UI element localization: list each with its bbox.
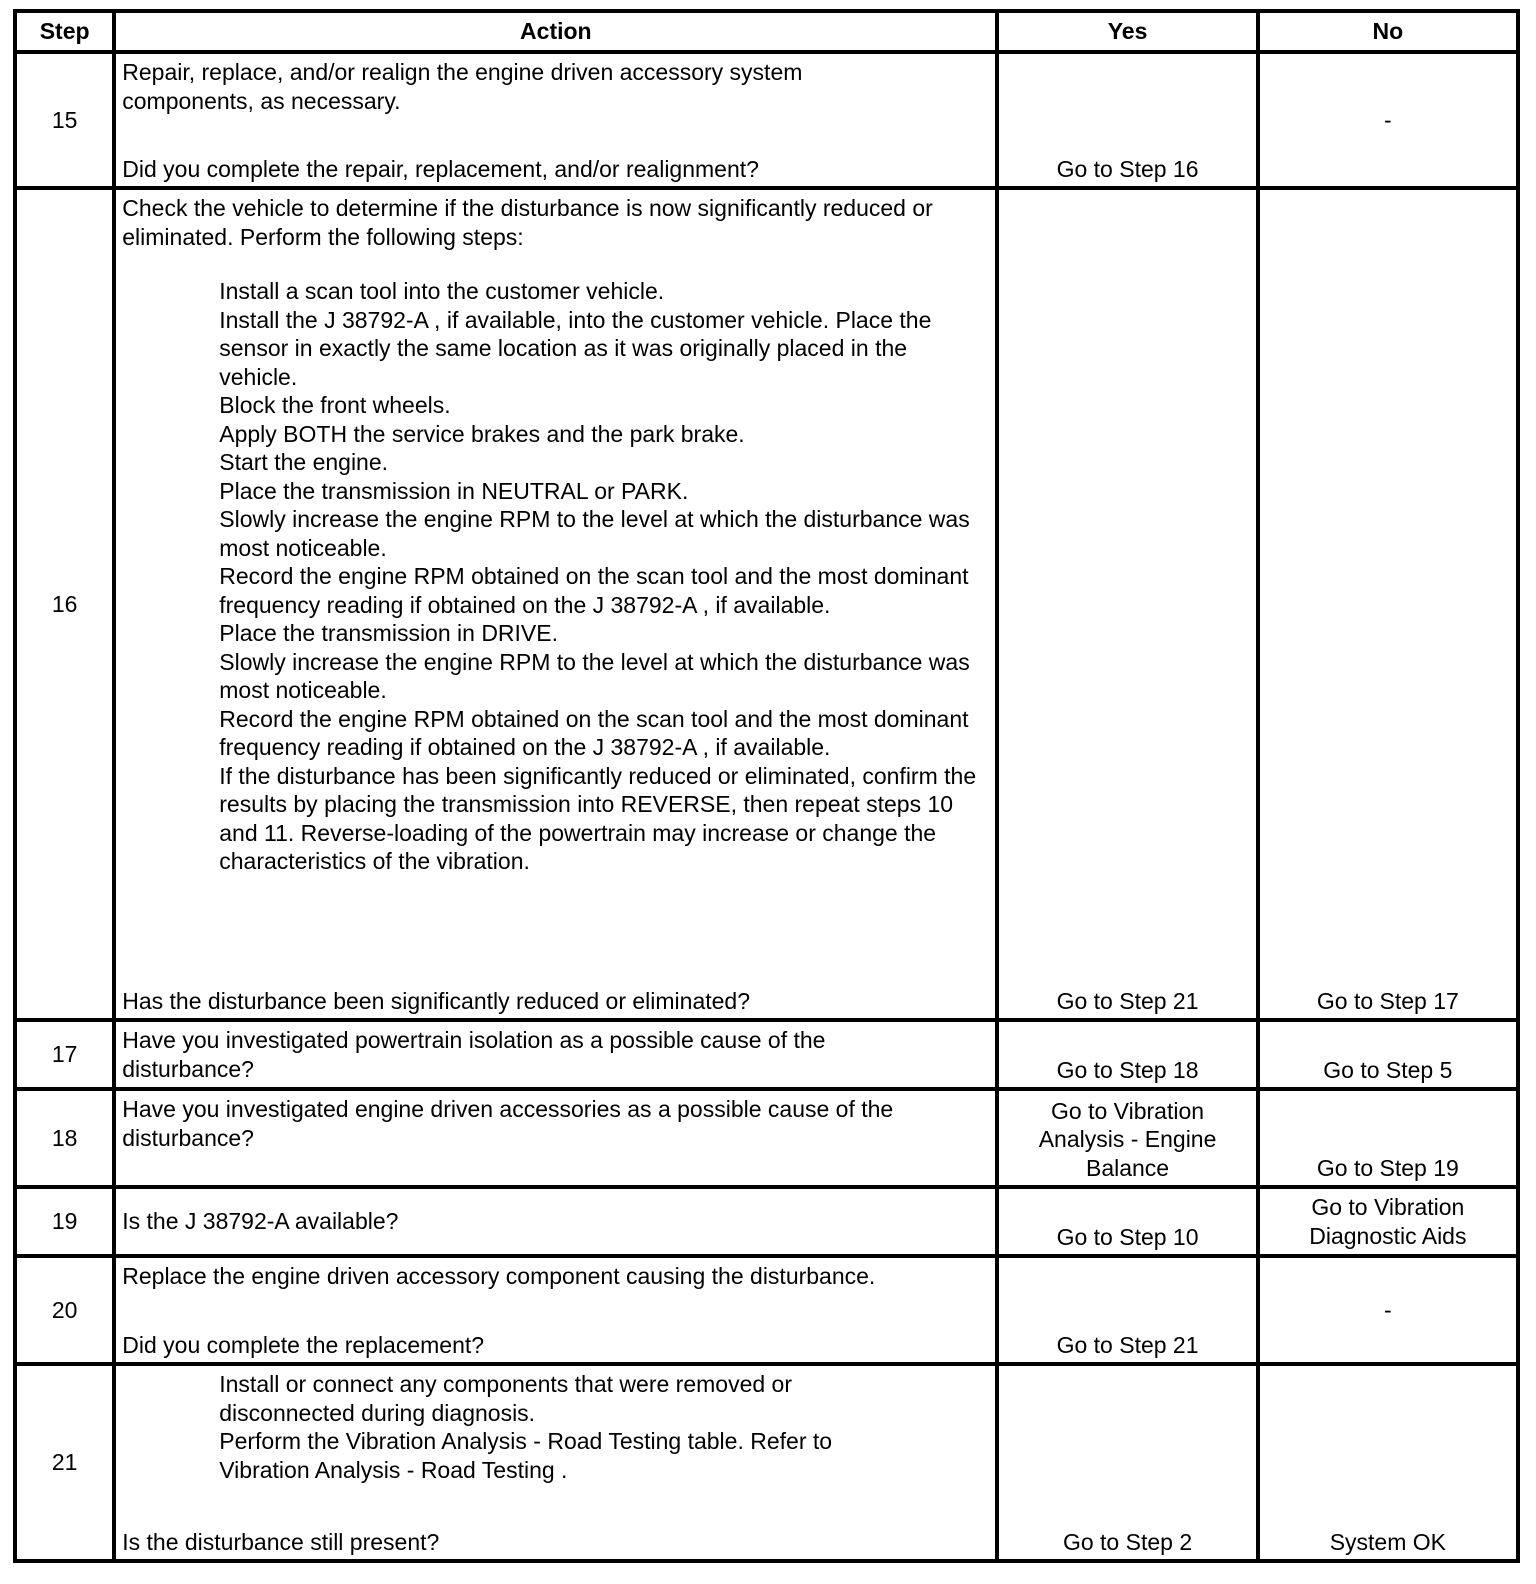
yes-cell — [997, 1364, 1257, 1561]
step-list — [116, 1370, 919, 1484]
yes-cell — [997, 1020, 1257, 1089]
header-step: Step — [15, 11, 114, 52]
no-answer: Go to Step 5 — [1323, 1056, 1453, 1083]
table-row — [15, 1089, 1518, 1187]
no-answer: Go to Step 17 — [1316, 987, 1459, 1014]
action-question: Has the disturbance been significantly reduced or eliminated? — [122, 987, 751, 1014]
list-item: Start the engine. — [219, 449, 389, 475]
no-cell — [1258, 1089, 1518, 1187]
action-cell — [114, 1020, 997, 1089]
list-item: Perform the Vibration Analysis - Road Testing table. Refer to Vibration Analysis - Road Testing . — [219, 1428, 833, 1483]
action-text: Have you investigated engine driven accessories as a possible cause of the disturbance? — [122, 1096, 894, 1151]
table-row — [15, 52, 1518, 188]
table-row — [15, 1256, 1518, 1364]
yes-answer: Go to Step 16 — [1056, 155, 1199, 182]
step-number: 21 — [15, 1364, 114, 1561]
no-answer: Go to Step 19 — [1316, 1154, 1459, 1181]
yes-cell — [997, 1187, 1257, 1256]
action-text: Have you investigated powertrain isolation as a possible cause of the disturbance? — [122, 1027, 826, 1082]
action-cell — [114, 1089, 997, 1187]
header-row — [15, 11, 1518, 52]
no-cell — [1258, 1020, 1518, 1089]
step-number: 20 — [15, 1256, 114, 1364]
no-cell — [1258, 1364, 1518, 1561]
yes-answer: Go to Step 10 — [1056, 1223, 1199, 1250]
header-action: Action — [114, 11, 997, 52]
action-question: Did you complete the replacement? — [122, 1331, 485, 1358]
list-item: Install or connect any components that were removed or disconnected during diagnosis. — [219, 1371, 792, 1426]
step-list — [116, 277, 987, 876]
list-item: Apply BOTH the service brakes and the park brake. — [219, 420, 745, 447]
action-cell — [114, 1256, 997, 1364]
table-row — [15, 188, 1518, 1020]
step-number: 18 — [15, 1089, 114, 1187]
action-cell — [114, 1187, 997, 1256]
yes-answer: Go to Step 21 — [1056, 1331, 1199, 1358]
action-cell — [114, 1364, 997, 1561]
yes-cell — [997, 1089, 1257, 1187]
step-number: 16 — [15, 188, 114, 1020]
list-item: Place the transmission in NEUTRAL or PARK. — [219, 477, 689, 504]
yes-answer: Go to Step 21 — [1056, 987, 1199, 1014]
header-no: No — [1258, 11, 1518, 52]
list-item: Record the engine RPM obtained on the scan tool and the most dominant frequency reading if obtained on the J 38792-A , if available. — [219, 563, 969, 618]
step-number: 17 — [15, 1020, 114, 1089]
header-yes: Yes — [997, 11, 1257, 52]
no-answer: - — [1384, 1296, 1392, 1323]
action-text: Check the vehicle to determine if the disturbance is now significantly reduced or eliminated. Perform the following steps: — [122, 195, 933, 250]
list-item: Install the J 38792-A , if available, into the customer vehicle. Place the sensor in exactly the same location as it was originally placed in the vehicle. — [219, 306, 932, 390]
no-cell — [1258, 52, 1518, 188]
yes-answer: Go to Step 2 — [1062, 1528, 1193, 1555]
no-answer: System OK — [1329, 1528, 1446, 1555]
list-item: Block the front wheels. — [219, 392, 451, 418]
yes-cell — [997, 188, 1257, 1020]
table-row — [15, 1020, 1518, 1089]
action-text: Is the J 38792-A available? — [122, 1208, 399, 1235]
yes-answer: Go to Step 18 — [1056, 1056, 1199, 1083]
no-cell — [1258, 188, 1518, 1020]
no-answer: - — [1384, 106, 1392, 133]
action-text: Repair, replace, and/or realign the engine driven accessory system components, as necessary. — [122, 59, 803, 114]
action-cell — [114, 52, 997, 188]
table-row — [15, 1364, 1518, 1561]
yes-cell — [997, 1256, 1257, 1364]
list-item: Install a scan tool into the customer vehicle. — [219, 278, 665, 304]
step-number: 15 — [15, 52, 114, 188]
no-cell — [1258, 1256, 1518, 1364]
yes-cell — [997, 52, 1257, 188]
action-text: Replace the engine driven accessory component causing the disturbance. — [122, 1263, 876, 1289]
table-row — [15, 1187, 1518, 1256]
no-answer: Go to Vibration Diagnostic Aids — [1309, 1194, 1467, 1249]
list-item: Place the transmission in DRIVE. — [219, 620, 558, 646]
step-number: 19 — [15, 1187, 114, 1256]
action-question: Did you complete the repair, replacement, and/or realignment? — [122, 155, 759, 182]
list-item: Record the engine RPM obtained on the scan tool and the most dominant frequency reading if obtained on the J 38792-A , if available. — [219, 705, 969, 760]
action-cell — [114, 188, 997, 1020]
no-cell — [1258, 1187, 1518, 1256]
diagnostic-table — [13, 9, 1520, 1563]
list-item: If the disturbance has been significantly reduced or eliminated, confirm the results by placing the transmission into REVERSE, then repeat steps 10 and 11. Reverse-loading of the powertrain may increase or change the characteristics of the vibration. — [219, 762, 977, 874]
list-item: Slowly increase the engine RPM to the level at which the disturbance was most noticeable. — [219, 506, 970, 561]
action-question: Is the disturbance still present? — [122, 1528, 440, 1555]
list-item: Slowly increase the engine RPM to the level at which the disturbance was most noticeable. — [219, 648, 970, 703]
yes-answer: Go to Vibration Analysis - Engine Balance — [1038, 1097, 1217, 1181]
